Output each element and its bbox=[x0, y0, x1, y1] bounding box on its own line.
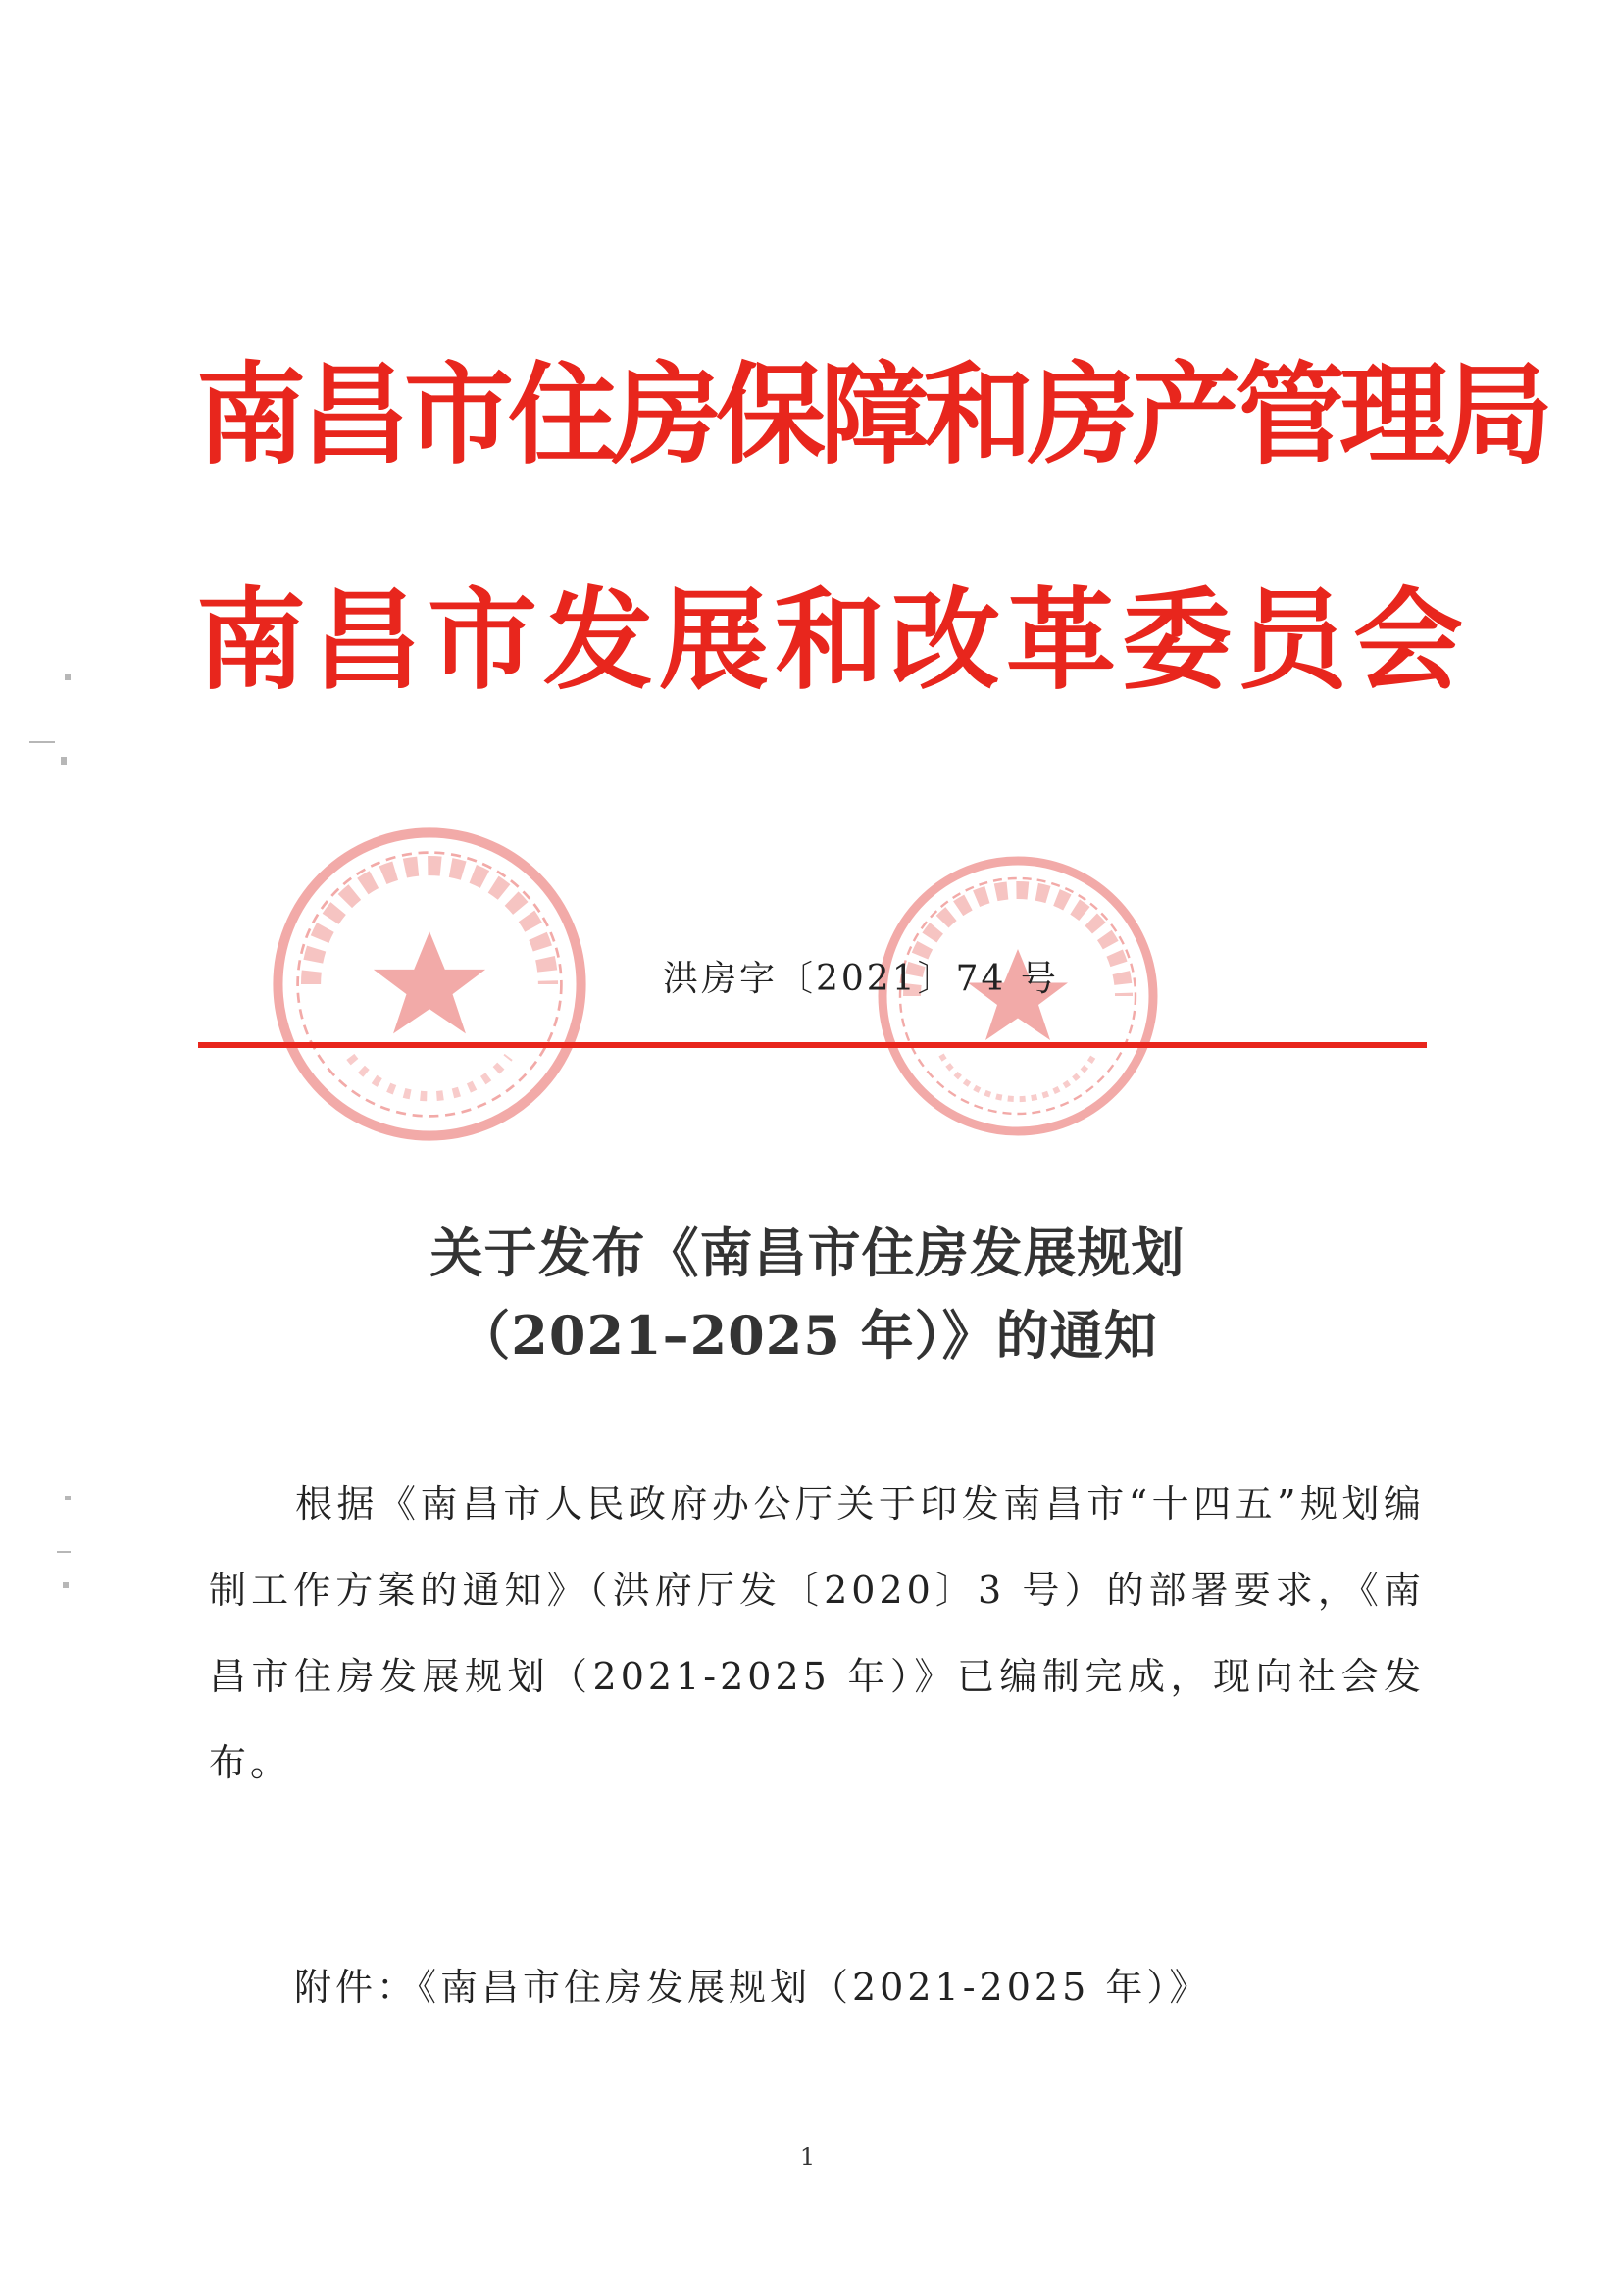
scan-mark bbox=[57, 1551, 71, 1553]
notice-title-line-1: 关于发布《南昌市住房发展规划 bbox=[429, 1222, 1186, 1284]
page-number: 1 bbox=[799, 2143, 816, 2171]
issuer-line-housing-bureau: 南昌市住房保障和房产管理局 bbox=[196, 352, 1547, 479]
attachment-line: 附件：《南昌市住房发展规划（2021-2025 年）》 bbox=[294, 1966, 1211, 2009]
red-header-rule bbox=[198, 1042, 1427, 1048]
official-seal-left bbox=[265, 820, 594, 1149]
scan-mark bbox=[65, 1496, 71, 1500]
scan-mark bbox=[29, 741, 55, 743]
scan-mark bbox=[61, 757, 67, 765]
issuer-line-development-commission: 南昌市发展和改革委员会 bbox=[196, 577, 1469, 705]
scan-mark bbox=[65, 674, 71, 680]
scan-mark bbox=[63, 1582, 69, 1588]
notice-body-paragraph: 根据《南昌市人民政府办公厅关于印发南昌市“十四五”规划编制工作方案的通知》（洪府厅发〔2020〕3 号）的部署要求，《南昌市住房发展规划（2021-2025 年）》已编制完成，现向社会发布。 bbox=[209, 1482, 1425, 1784]
document-number: 洪房字〔2021〕74 号 bbox=[663, 959, 1059, 999]
notice-title-line-2: （2021–2025 年）》的通知 bbox=[457, 1304, 1158, 1367]
